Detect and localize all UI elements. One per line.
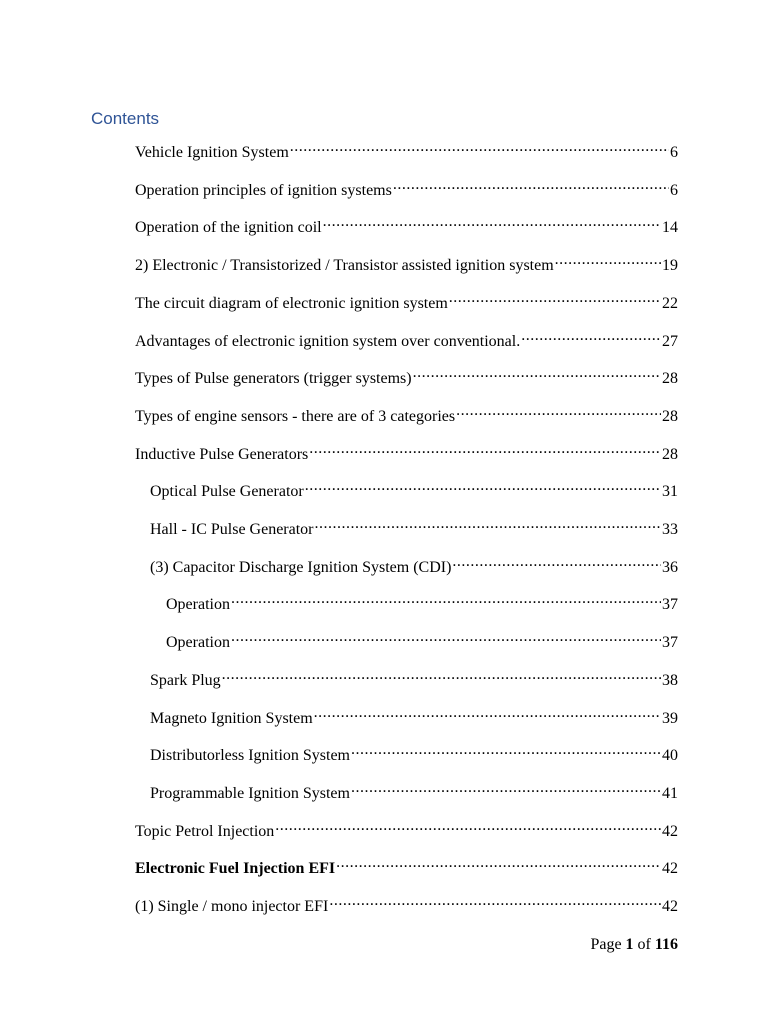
toc-dot-leader [521,326,661,346]
toc-entry-page-number: 6 [670,144,678,161]
toc-entry-title: Inductive Pulse Generators [135,446,309,463]
toc-entry[interactable] [135,853,678,879]
toc-dot-leader [315,514,661,534]
toc-entry[interactable] [135,439,678,465]
toc-entry-page-number: 19 [662,257,678,274]
toc-entry-page-number: 27 [662,333,678,350]
toc-dot-leader [413,363,661,383]
toc-entry-title: Topic Petrol Injection [135,823,275,840]
toc-entry-title: The circuit diagram of electronic ignition system [135,295,448,312]
toc-entry-page-number: 42 [662,860,678,877]
footer-prefix: Page [590,936,626,953]
toc-dot-leader [351,778,661,798]
toc-entry-page-number: 36 [662,559,678,576]
toc-entry-page-number: 6 [670,182,678,199]
toc-dot-leader [351,740,661,760]
toc-entry-title: Magneto Ignition System [150,710,313,727]
toc-entry-title: Programmable Ignition System [150,785,350,802]
toc-entry-title: Operation of the ignition coil [135,219,322,236]
toc-dot-leader [393,175,669,195]
footer-total-pages: 116 [654,936,678,953]
toc-entry-page-number: 28 [662,446,678,463]
footer-current-page: 1 [625,936,634,953]
toc-entry[interactable] [135,288,678,314]
toc-entry-title: (1) Single / mono injector EFI [135,898,329,915]
toc-entry[interactable] [135,363,678,389]
page-title: Contents [91,109,160,128]
toc-entry[interactable] [150,778,678,804]
toc-dot-leader [555,250,661,270]
toc-entry-page-number: 31 [662,483,678,500]
toc-entry-title: Operation [166,634,230,651]
toc-entry[interactable] [166,627,678,653]
toc-entry[interactable] [150,514,678,540]
toc-dot-leader [275,816,661,836]
toc-entry[interactable] [135,326,678,352]
toc-dot-leader [290,137,669,157]
toc-entry-title: Electronic Fuel Injection EFI [135,860,336,877]
toc-entry[interactable] [166,589,678,615]
footer-middle: of [633,936,655,953]
toc-entry[interactable] [135,212,678,238]
toc-entry-title: Optical Pulse Generator [150,483,304,500]
toc-dot-leader [222,665,661,685]
toc-dot-leader [305,476,661,496]
toc-entry[interactable] [150,665,678,691]
toc-entry-page-number: 40 [662,747,678,764]
toc-entry-title: Types of Pulse generators (trigger systems) [135,370,412,387]
toc-entry-title: Operation principles of ignition systems [135,182,392,199]
toc-entry-page-number: 42 [662,823,678,840]
toc-entry-page-number: 41 [662,785,678,802]
toc-entry-title: Spark Plug [150,672,221,689]
toc-entry-title: Distributorless Ignition System [150,747,350,764]
toc-entry-title: Hall - IC Pulse Generator [150,521,314,538]
toc-entry-title: Types of engine sensors - there are of 3 categories [135,408,456,425]
toc-entry[interactable] [150,476,678,502]
page-footer [590,936,678,954]
toc-entry-title: (3) Capacitor Discharge Ignition System (CDI) [150,559,452,576]
toc-entry-title: Operation [166,596,230,613]
toc-dot-leader [314,703,661,723]
toc-entry[interactable] [150,703,678,729]
toc-entry[interactable] [150,552,678,578]
toc-dot-leader [309,439,661,459]
toc-entry-page-number: 38 [662,672,678,689]
toc-entry[interactable] [135,401,678,427]
toc-entry-title: Advantages of electronic ignition system over conventional. [135,333,521,350]
toc-entry[interactable] [135,816,678,842]
toc-dot-leader [231,589,661,609]
toc-entry-page-number: 39 [662,710,678,727]
toc-entry-title: Vehicle Ignition System [135,144,289,161]
toc-entry-page-number: 14 [662,219,678,236]
toc-entry-page-number: 37 [662,596,678,613]
toc-entry[interactable] [135,250,678,276]
toc-entry[interactable] [135,175,678,201]
toc-entry[interactable] [150,740,678,766]
toc-dot-leader [231,627,661,647]
toc-entry[interactable] [135,137,678,163]
toc-entry-page-number: 42 [662,898,678,915]
toc-entry-page-number: 28 [662,370,678,387]
toc-dot-leader [456,401,661,421]
toc-dot-leader [336,853,661,873]
toc-dot-leader [323,212,661,232]
toc-dot-leader [449,288,661,308]
toc-entry-page-number: 22 [662,295,678,312]
toc-entry-page-number: 37 [662,634,678,651]
toc-entry-page-number: 28 [662,408,678,425]
toc-entry[interactable] [135,891,678,917]
toc-dot-leader [329,891,661,911]
toc-entry-title: 2) Electronic / Transistorized / Transistor assisted ignition system [135,257,554,274]
toc-entry-page-number: 33 [662,521,678,538]
toc-dot-leader [452,552,661,572]
